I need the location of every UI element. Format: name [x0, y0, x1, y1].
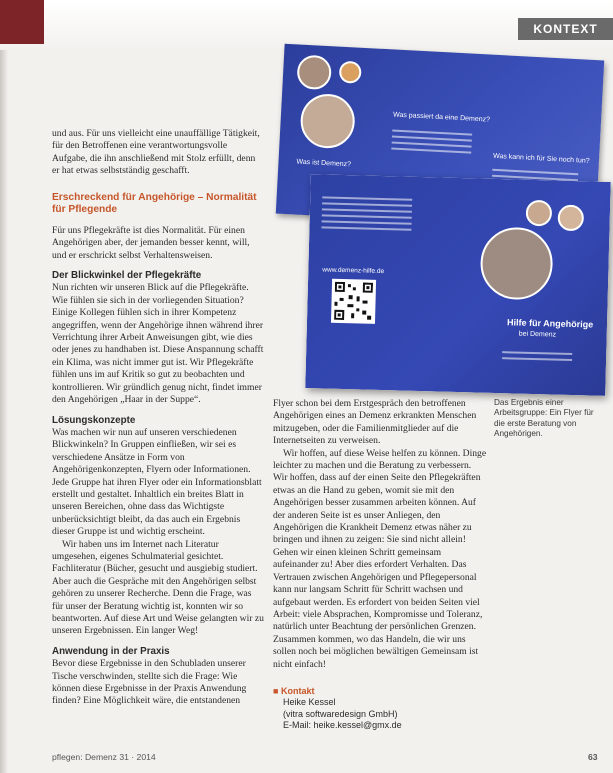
subheading-body: Bevor diese Ergebnisse in den Schubladen unserer Tische verschwinden, stellte sich die Frage: Wie können diese Ergebnisse in der Praxis Anwendung finden? Eine Möglichkeit wäre, die entstandenen [52, 658, 247, 707]
page-number: 63 [588, 752, 598, 762]
subheading-body: Wir haben uns im Internet nach Literatur umgesehen, eigenes Schulmaterial gesichtet. Fachliteratur (Bücher, gesucht und ausgiebig studiert. Aber auch die Gespräche mit den Angehörigen selbst gehören zu unserer Recherche. Denn die Frage, was für unser der Beratung wichtig ist, konnten wir so beantworten. Auf diese Art und Weise gelangten wir zu unseren Ergebnissen. Ein langer Weg! [52, 538, 264, 637]
qr-code-icon [331, 279, 376, 324]
subheading: Lösungskonzepte [52, 414, 136, 426]
brochure-panel-title: Was ist Demenz? [296, 158, 352, 169]
paragraph: Wir hoffen, auf diese Weise helfen zu können. Dinge leichter zu machen und die Beratung zu verbessern. Wir hoffen, dass auf der einen Seite den Pflegekräften etwas an die Hand zu geben, womit sie mit den Angehörigen besser zusammen arbeiten können. Auf der anderen Seite ist es unser Anliegen, den Angehörigen die Krankheit Demenz etwas näher zu bringen und ihnen zu zeigen: Sie sind nicht allein! Gehen wir einen kleinen Schritt gemeinsam aufeinander zu! Aber dies erfordert Verhalten. Das Vertrauen zwischen Angehörigen und Pflegepersonal kann nur langsam Schritt für Schritt wachsen und aufgebaut werden. Es erfordert von beiden Seiten viel Arbeit: viele Absprachen, Kompromisse und Toleranz, natürlich unter Beachtung der persönlichen Grenzen. Zusammen kommen, wo das Handeln, die wir uns sollen noch bei möglichen bewältigen Gemeinsam ist nicht einfach! [273, 447, 487, 670]
brochure-portrait-photo [299, 93, 356, 150]
middle-column [273, 398, 487, 671]
brochure-front-image [305, 174, 610, 396]
contact-name: Heike Kessel [283, 697, 336, 708]
footer-publication: pflegen: Demenz 31 · 2014 [52, 752, 156, 762]
brand-color-block [0, 0, 44, 44]
brochure-title: Hilfe für Angehörige [506, 317, 594, 330]
section-heading: Erschreckend für Angehörige – Normalität für Pflegende [52, 191, 257, 216]
brochure-subtitle: bei Demenz [518, 330, 557, 339]
brochure-portrait-photo [339, 61, 362, 84]
subheading: Anwendung in der Praxis [52, 645, 170, 657]
contact-address: (vitra softwaredesign GmbH) [283, 708, 398, 719]
left-column [52, 128, 264, 708]
subheading-body: Nun richten wir unseren Blick auf die Pflegekräfte. Wie fühlen sie sich in der vorliegenden Situation? Einige Kollegen fühlen sich in ihrer Kompetenz angegriffen, wenn der Angehörige ihnen während ihrer Verrichtung ihrer Arbeit Anweisungen gibt, wie dies oder jenes zu handhaben ist. Diese Anspannung schafft ein Klima, was nicht immer gut ist. Wir Pflegekräfte fühlen uns im auf Kritik so gut zu beobachten und kontrollieren. Wir gründlich genug nicht, findet immer den Angehörigen „Haar in der Suppe“. [52, 282, 264, 406]
subheading-body: Was machen wir nun auf unseren verschiedenen Blickwinkeln? In Gruppen einfließen, wir sei es verschiedene Ansätze in Form von Angehörigenkonzepten, Flyern oder Informationen. Jede Gruppe hat ihren Flyer oder ein Informationsblatt erstellt und gestaltet. Inhaltlich ein breites Blatt in unseren Bereichen, ohne dass das Wichtigste unberücksichtigt bleibt, da das auch ein Ergebnis dieser Gruppe ist und wichtig erscheint. [52, 426, 262, 538]
contact-label: Kontakt [280, 686, 315, 696]
section-tab: KONTEXT [518, 18, 613, 40]
intro-paragraph: und aus. Für uns vielleicht eine unauffällige Tätigkeit, für den Betroffenen eine verantwortungsvolle Aufgabe, die ihn anschließend mit Stolz erfüllt, denn er hat etwas selbstständig geschafft. [52, 128, 260, 177]
brochure-panel-title: Was passiert da eine Demenz? [392, 111, 491, 124]
image-caption: Das Ergebnis einer Arbeitsgruppe: Ein Flyer für die erste Beratung von Angehörigen. [494, 398, 594, 439]
contact-email: E-Mail: heike.kessel@gmx.de [283, 720, 402, 731]
subheading: Der Blickwinkel der Pflegekräfte [52, 270, 202, 282]
brochure-panel-title: Was kann ich für Sie noch tun? [492, 152, 590, 165]
brochure-portrait-photo [296, 54, 332, 90]
contact-box: ■ Kontakt Heike Kessel (vitra softwaredesign GmbH) E-Mail: heike.kessel@gmx.de [273, 686, 487, 732]
page-gutter-shadow [0, 0, 8, 773]
brochure-url: www.demenz-hilfe.de [322, 266, 385, 276]
section-body: Für uns Pflegekräfte ist dies Normalität. Für einen Angehörigen aber, der jemanden besser kennt, will, und er erschrickt selbst Verhaltensweisen. [52, 224, 250, 261]
paragraph: Flyer schon bei dem Erstgespräch den betroffenen Angehörigen eines an Demenz erkrankten Menschen mitzugeben, oder die Familienmitglieder auf die Internetseiten zu verweisen. [273, 398, 477, 447]
